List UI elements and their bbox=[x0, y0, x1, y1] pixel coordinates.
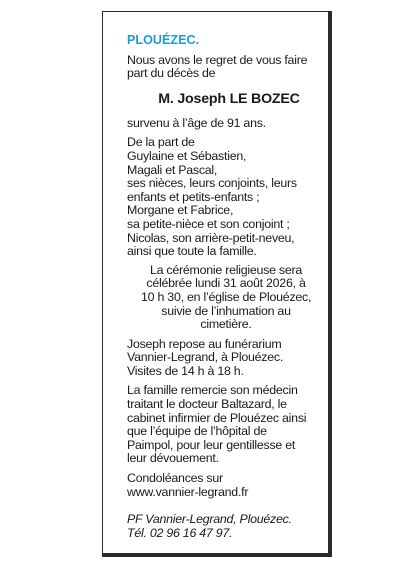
funeral-home-text bbox=[127, 338, 323, 379]
age-line: survenu à l’âge de 91 ans. bbox=[127, 115, 266, 130]
thanks-line: que l’équipe de l’hôpital de bbox=[127, 424, 267, 439]
town-heading: PLOUÉZEC. bbox=[127, 33, 200, 47]
thanks-line: cabinet infirmier de Plouézec ainsi bbox=[127, 410, 307, 425]
ceremony-line: célébrée lundi 31 août 2026, à bbox=[146, 276, 306, 291]
intro-line: Nous avons le regret de vous faire bbox=[127, 52, 308, 67]
intro-text bbox=[127, 54, 323, 81]
thanks-line: La famille remercie son médecin bbox=[127, 383, 298, 398]
funeral-home-line: Joseph repose au funérarium bbox=[127, 336, 282, 351]
condolences-text bbox=[127, 472, 323, 499]
family-line: enfants et petits-enfants ; bbox=[127, 189, 260, 204]
condolences-line: Condoléances sur bbox=[127, 471, 223, 486]
family-line: ainsi que toute la famille. bbox=[127, 244, 257, 259]
family-line: De la part de bbox=[127, 135, 195, 150]
ceremony-line: cimetière. bbox=[200, 317, 252, 332]
family-line: Guylaine et Sébastien, bbox=[127, 148, 247, 163]
family-list bbox=[127, 136, 323, 258]
funeral-home-line: Visites de 14 h à 18 h. bbox=[127, 363, 244, 378]
funeral-director-phone: Tél. 02 96 16 47 97. bbox=[127, 525, 233, 540]
ceremony-text bbox=[141, 264, 311, 332]
funeral-director-name: PF Vannier-Legrand, Plouézec. bbox=[127, 512, 292, 527]
deceased-name: M. Joseph LE BOZEC bbox=[158, 90, 300, 107]
thanks-line: traitant le docteur Baltazard, le bbox=[127, 397, 287, 412]
funeral-home-line: Vannier-Legrand, à Plouézec. bbox=[127, 350, 284, 365]
ceremony-line: La cérémonie religieuse sera bbox=[149, 262, 303, 277]
thanks-text bbox=[127, 384, 323, 466]
family-line: ses nièces, leurs conjoints, leurs bbox=[127, 176, 297, 191]
intro-line: part du décès de bbox=[127, 66, 216, 81]
family-line: sa petite-nièce et son conjoint ; bbox=[127, 216, 290, 231]
condolences-website: www.vannier-legrand.fr bbox=[127, 484, 249, 499]
family-line: Nicolas, son arrière-petit-neveu, bbox=[127, 230, 295, 245]
thanks-line: Paimpol, pour leur gentillesse et bbox=[127, 437, 296, 452]
ceremony-line: 10 h 30, en l’église de Plouézec, bbox=[141, 289, 312, 304]
ceremony-line: suivie de l’inhumation au bbox=[161, 303, 291, 318]
funeral-director-footer bbox=[127, 513, 323, 540]
obituary-notice bbox=[127, 34, 323, 540]
family-line: Morgane et Fabrice, bbox=[127, 203, 234, 218]
thanks-line: leur dévouement. bbox=[127, 451, 219, 466]
family-line: Magali et Pascal, bbox=[127, 162, 218, 177]
